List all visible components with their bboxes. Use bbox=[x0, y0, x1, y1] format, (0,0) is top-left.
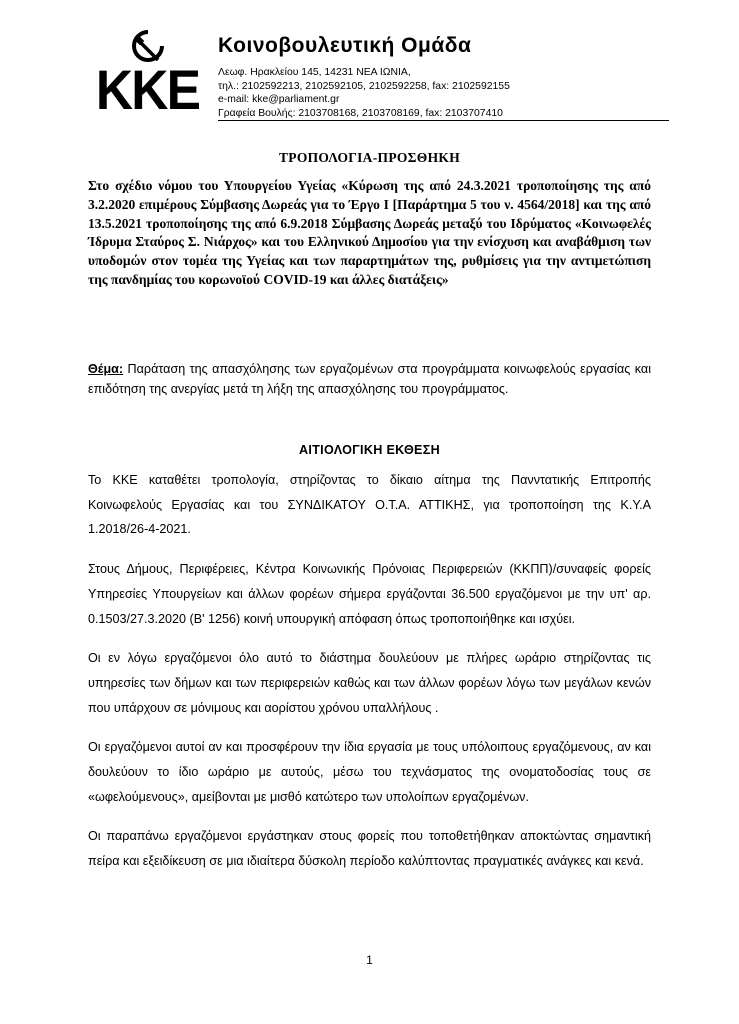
address-line: Λεωφ. Ηρακλείου 145, 14231 ΝΕΑ ΙΩΝΙΑ, bbox=[218, 67, 411, 78]
page-number: 1 bbox=[366, 953, 373, 967]
contact-info bbox=[218, 66, 658, 120]
paragraph: Οι εν λόγω εργαζόμενοι όλο αυτό το διάστημα δουλεύουν με πλήρες ωράριο στηρίζοντας τις υπηρεσίες των δήμων και των περιφερειών καθώς και των άλλων φορέων λόγω των μεγάλων κενών που υπάρχουν σε μόνιμους και αορίστου χρόνου υπαλλήλους . bbox=[88, 651, 651, 715]
document-title: ΤΡΟΠΟΛΟΓΙΑ-ΠΡΟΣΘΗΚΗ bbox=[278, 150, 461, 165]
logo-text: KKE bbox=[95, 58, 200, 121]
paragraph: Οι παραπάνω εργαζόμενοι εργάστηκαν στους φορείς που τοποθετήθηκαν αποκτώντας σημαντική πείρα και εξειδίκευση σε μια ιδιαίτερα δύσκολη περίοδο καλύπτοντας πραγματικές ανάγκες και κενά. bbox=[88, 829, 651, 869]
email-line: e-mail: kke@parliament.gr bbox=[218, 94, 340, 106]
report-body bbox=[88, 468, 651, 889]
offices-line: Γραφεία Βουλής: 2103708168, 2103708169, fax: 2103707410 bbox=[218, 107, 503, 119]
subject-text: Παράταση της απασχόλησης των εργαζομένων στα προγράμματα κοινωφελούς εργασίας και επιδότηση της ανεργίας μετά τη λήξη της απασχόλησης του προγράμματος. bbox=[88, 362, 652, 396]
bill-description: Στο σχέδιο νόμου του Υπουργείου Υγείας «Κύρωση της από 24.3.2021 τροποποίησης της από 3.2.2020 επιμέρους Σύμβασης Δωρεάς για το Έργο Ι [Παράρτημα 5 του ν. 4564/2018] και της από 13.5.2021 τροποποίησης της από 6.9.2018 Σύμβασης Δωρεάς μεταξύ του Ιδρύματος «Κοινωφελές Ίδρυμα Σταύρος Σ. Νιάρχος» και του Ελληνικού Δημοσίου για την ενίσχυση και αναβάθμιση των υποδομών στον τομέα της Υγείας και των παραρτημάτων της, ρυθμίσεις για την αντιμετώπιση της πανδημίας του κορωνοϊού COVID-19 και άλλες διατάξεις» bbox=[88, 178, 651, 287]
phone-line: τηλ.: 2102592213, 2102592105, 2102592258, fax: 2102592155 bbox=[218, 80, 510, 92]
section-title: ΑΙΤΙΟΛΟΓΙΚΗ ΕΚΘΕΣΗ bbox=[298, 443, 441, 457]
group-title: Κοινοβουλευτική Ομάδα bbox=[218, 34, 472, 57]
subject-label: Θέμα: bbox=[88, 362, 124, 376]
kke-logo bbox=[90, 28, 205, 120]
subject-block bbox=[88, 359, 651, 399]
header-divider bbox=[218, 120, 669, 121]
paragraph: Στους Δήμους, Περιφέρειες, Κέντρα Κοινωνικής Πρόνοιας Περιφερειών (ΚΚΠΠ)/συναφείς φορείς Υπηρεσίες Υπουργείων και άλλων φορέων σήμερα εργάζονται 36.500 εργαζόμενοι με την υπ' αρ. 0.1503/27.3.2020 (Β' 1256) κοινή υπουργική απόφαση όπως τροποποιήθηκε και ισχύει. bbox=[88, 562, 651, 626]
paragraph: Οι εργαζόμενοι αυτοί αν και προσφέρουν την ίδια εργασία με τους υπόλοιπους εργαζόμενους, αν και δουλεύουν το ίδιο ωράριο με αυτούς, μέσω του τεχνάσματος της ονοματοδοσίας τους σε «ωφελούμενους», αμείβονται με μισθό κατώτερο των υπολοίπων εργαζομένων. bbox=[88, 740, 651, 804]
paragraph: Το ΚΚΕ καταθέτει τροπολογία, στηρίζοντας το δίκαιο αίτημα της Πανντατικής Επιτροπής Κοινωφελούς Εργασίας και του ΣΥΝΔΙΚΑΤΟΥ Ο.Τ.Α. ΑΤΤΙΚΗΣ, για τροποποίηση της Κ.Υ.Α 1.2018/26-4-2021. bbox=[88, 473, 651, 537]
letterhead bbox=[0, 0, 739, 130]
